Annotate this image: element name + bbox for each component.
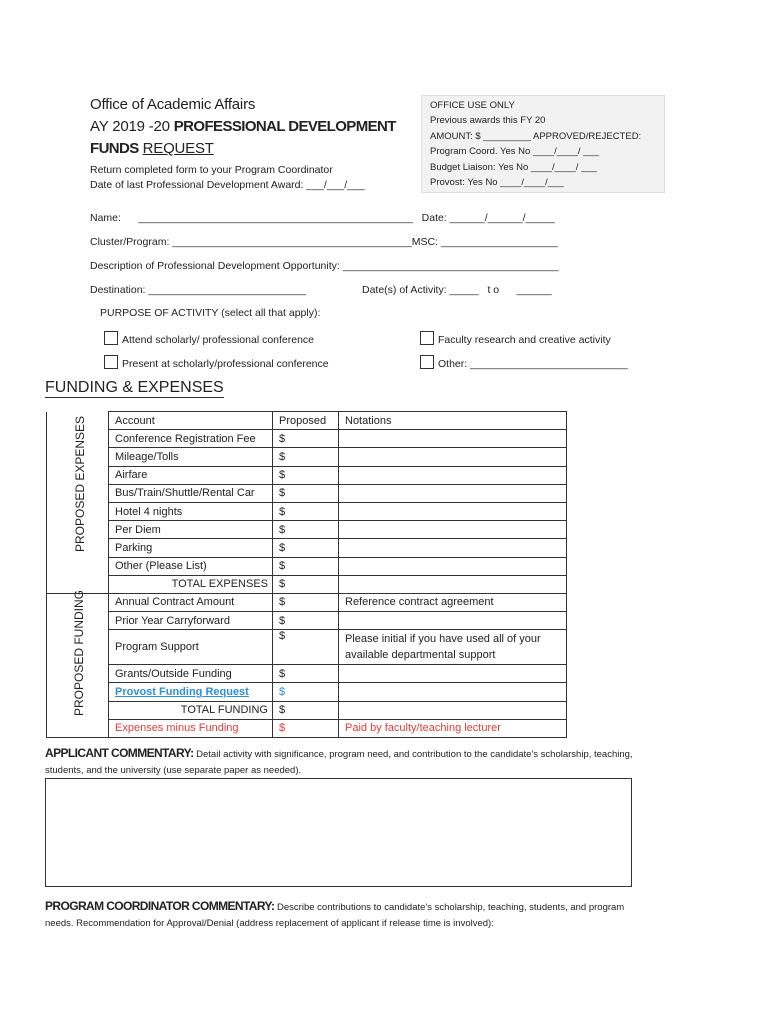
proposed-cell[interactable]: $ (273, 521, 339, 539)
faculty-research-option[interactable]: Faculty research and creative activity (420, 331, 611, 346)
proposed-cell[interactable]: $ (273, 557, 339, 575)
account-cell: Grants/Outside Funding (109, 665, 273, 683)
account-cell: Program Support (109, 630, 273, 665)
total-funding-value[interactable]: $ (273, 701, 339, 719)
proposed-cell[interactable]: $ (273, 448, 339, 466)
proposed-expenses-label: PROPOSED EXPENSES (73, 415, 87, 552)
form-title-line3: FUNDS REQUEST (90, 140, 214, 157)
proposed-cell[interactable]: $ (273, 484, 339, 502)
coordinator-commentary-heading: PROGRAM COORDINATOR COMMENTARY: (45, 899, 275, 913)
funding-side-cell (47, 589, 109, 737)
notation-cell[interactable] (339, 521, 567, 539)
office-use-title: OFFICE USE ONLY (430, 100, 515, 111)
return-note: Return completed form to your Program Coordinator (90, 164, 333, 176)
table-header-row (47, 412, 567, 430)
account-cell: Mileage/Tolls (109, 448, 273, 466)
previous-awards: Previous awards this FY 20 (430, 115, 546, 127)
account-cell: Conference Registration Fee (109, 430, 273, 448)
proposed-cell[interactable]: $ (273, 593, 339, 611)
notation-cell: Paid by faculty/teaching lecturer (339, 719, 567, 737)
notation-cell[interactable] (339, 539, 567, 557)
table-row (47, 557, 567, 575)
checkbox[interactable] (104, 331, 118, 345)
form-title-line2: AY 2019 -20 PROFESSIONAL DEVELOPMENT (90, 118, 396, 135)
notation-cell[interactable] (339, 502, 567, 520)
notation-cell[interactable] (339, 466, 567, 484)
last-award-date-field[interactable]: Date of last Professional Development Award: ___/___/___ (90, 179, 365, 191)
table-row (47, 593, 567, 611)
applicant-commentary-box[interactable] (45, 778, 632, 887)
proposed-cell[interactable]: $ (273, 719, 339, 737)
proposed-cell[interactable]: $ (273, 630, 339, 665)
table-row (47, 612, 567, 630)
proposed-cell[interactable]: $ (273, 430, 339, 448)
total-expenses-value[interactable]: $ (273, 575, 339, 593)
account-cell: Airfare (109, 466, 273, 484)
provost-approval: Provost: Yes No ____/____/___ (430, 177, 564, 189)
notation-cell[interactable] (339, 430, 567, 448)
notations-header: Notations (339, 412, 567, 430)
checkbox[interactable] (420, 355, 434, 369)
present-conference-option[interactable]: Present at scholarly/professional conference (104, 355, 329, 370)
table-row (47, 630, 567, 665)
notation-cell[interactable] (339, 665, 567, 683)
expenses-side-cell (47, 412, 109, 594)
total-funding-label: TOTAL FUNDING (109, 701, 273, 719)
funding-heading: FUNDING & EXPENSES (45, 379, 224, 396)
description-field[interactable]: Description of Professional Development Opportunity: _____________________________________ (90, 260, 559, 272)
proposed-cell[interactable]: $ (273, 612, 339, 630)
total-expenses-row (47, 575, 567, 593)
notation-cell[interactable] (339, 612, 567, 630)
amount-field: AMOUNT: $ _________ APPROVED/REJECTED: (430, 130, 642, 142)
table-row (47, 448, 567, 466)
checkbox[interactable] (104, 355, 118, 369)
table-row (47, 430, 567, 448)
account-cell: Other (Please List) (109, 557, 273, 575)
applicant-commentary-instructions: APPLICANT COMMENTARY: Detail activity with significance, program need, and contribution to the candidate's scholarship, teaching, students, and the university (use separate paper as needed). (45, 746, 633, 776)
table-row (47, 521, 567, 539)
office-name: Office of Academic Affairs (90, 96, 256, 113)
account-header: Account (109, 412, 273, 430)
notation-cell[interactable] (339, 683, 567, 701)
proposed-header: Proposed (273, 412, 339, 430)
notation-cell[interactable] (339, 701, 567, 719)
notation-cell[interactable] (339, 557, 567, 575)
office-use-box (421, 95, 665, 193)
table-row (47, 719, 567, 737)
budget-liaison-approval: Budget Liaison: Yes No ____/____/ ___ (430, 161, 597, 173)
activity-dates-field[interactable]: Date(s) of Activity: _____ t o ______ (362, 284, 552, 296)
coordinator-commentary-instructions: PROGRAM COORDINATOR COMMENTARY: Describe contributions to candidate's scholarship, teaching, students, and program needs. Recommendation for Approval/Denial (address replacement of applicant if release time is involved): (45, 899, 625, 929)
proposed-cell[interactable]: $ (273, 502, 339, 520)
table-row (47, 665, 567, 683)
proposed-cell[interactable]: $ (273, 466, 339, 484)
total-expenses-label: TOTAL EXPENSES (109, 575, 273, 593)
account-cell: Per Diem (109, 521, 273, 539)
account-cell: Parking (109, 539, 273, 557)
attend-conference-option[interactable]: Attend scholarly/ professional conference (104, 331, 314, 346)
table-row (47, 484, 567, 502)
destination-field[interactable]: Destination: ___________________________ (90, 284, 307, 296)
purpose-label: PURPOSE OF ACTIVITY (select all that apply): (100, 307, 321, 319)
proposed-funding-label: PROPOSED FUNDING (72, 589, 86, 716)
proposed-cell[interactable]: $ (273, 665, 339, 683)
notation-cell[interactable] (339, 575, 567, 593)
table-row (47, 502, 567, 520)
name-date-field[interactable]: Name: _______________________________________________ Date: ______/______/_____ (90, 212, 555, 224)
account-cell: Bus/Train/Shuttle/Rental Car (109, 484, 273, 502)
table-row (47, 539, 567, 557)
checkbox[interactable] (420, 331, 434, 345)
notation-cell[interactable] (339, 448, 567, 466)
provost-request-label: Provost Funding Request (109, 683, 273, 701)
cluster-msc-field[interactable]: Cluster/Program: _________________________________________MSC: ____________________ (90, 236, 558, 248)
table-row (47, 466, 567, 484)
program-coord-approval: Program Coord. Yes No ____/____/ ___ (430, 146, 600, 158)
applicant-commentary-heading: APPLICANT COMMENTARY: (45, 746, 194, 760)
account-cell: Hotel 4 nights (109, 502, 273, 520)
account-cell: Expenses minus Funding (109, 719, 273, 737)
account-cell: Annual Contract Amount (109, 593, 273, 611)
proposed-cell[interactable]: $ (273, 539, 339, 557)
account-cell: Prior Year Carryforward (109, 612, 273, 630)
funding-table (46, 411, 567, 738)
total-funding-row (47, 701, 567, 719)
form-header (90, 94, 396, 160)
other-option[interactable]: Other: ___________________________ (420, 355, 628, 370)
table-row (47, 683, 567, 701)
notation-cell[interactable] (339, 484, 567, 502)
notation-cell: Reference contract agreement (339, 593, 567, 611)
proposed-cell[interactable]: $ (273, 683, 339, 701)
notation-cell: Please initial if you have used all of your available departmental support (339, 630, 567, 665)
